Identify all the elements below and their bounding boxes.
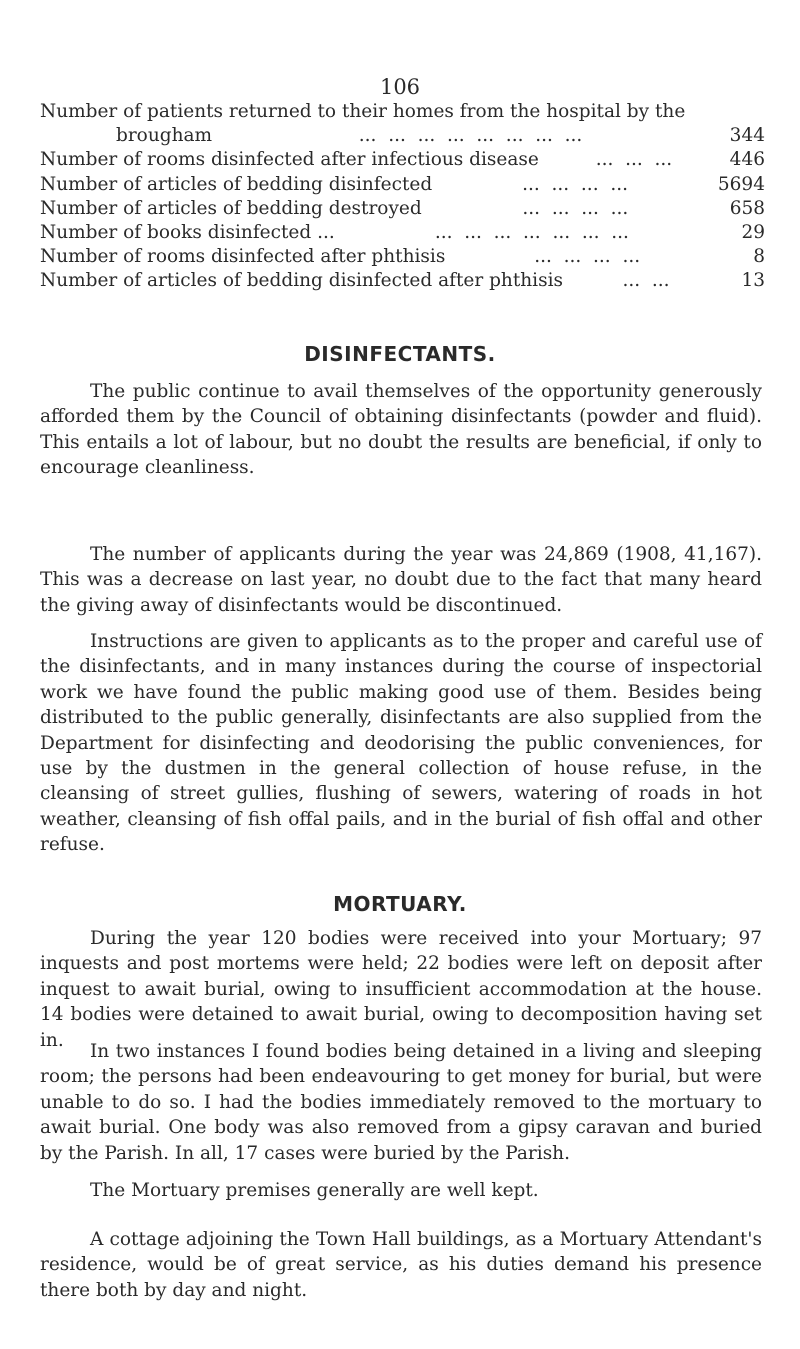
stat-label: Number of books disinfected ... (40, 222, 335, 244)
leader-dots: ... ... ... ... (522, 173, 628, 195)
paragraph: The Mortuary premises generally are well kept. (90, 1180, 539, 1201)
stat-label: Number of rooms disinfected after infectious disease (40, 149, 539, 171)
section-heading-mortuary: MORTUARY. (333, 892, 467, 916)
stat-row (40, 221, 765, 245)
stat-label: Number of patients returned to their homes from the hospital by the (40, 101, 686, 122)
paragraph: In two instances I found bodies being detained in a living and sleeping room; the persons had been endeavouring to get money for burial, but were unable to do so. I had the bodies immediately removed to the mortuary to await burial. One body was also removed from a gipsy caravan and buried by the Parish. In all, 17 cases were buried by the Parish. (40, 1041, 762, 1164)
stat-value: 8 (753, 246, 765, 268)
stat-row (40, 124, 765, 148)
leader-dots: ... ... ... (595, 149, 673, 171)
statistics-list (40, 100, 765, 294)
stat-value: 658 (729, 197, 765, 219)
stat-value: 446 (729, 149, 765, 171)
paragraph: Instructions are given to applicants as to the proper and careful use of the disinfectants, and in many instances during the course of inspectorial work we have found the public making good use of them. Besides being distributed to the public generally, disinfectants are also supplied from the Department for disinfecting and deodorising the public conveniences, for use by the dustmen in the general collection of house refuse, in the cleansing of street gullies, flushing of sewers, watering of roads in hot weather, cleansing of fish offal pails, and in the burial of fish offal and other refuse. (40, 631, 762, 856)
stat-row (40, 245, 765, 269)
stat-row (40, 269, 765, 293)
stat-value: 5694 (717, 173, 765, 195)
stat-label: Number of articles of bedding destroyed (40, 197, 422, 219)
page-number: 106 (379, 75, 421, 99)
stat-value: 13 (741, 270, 765, 292)
stat-value: 344 (729, 125, 765, 147)
leader-dots: ... ... ... ... ... ... ... (434, 222, 629, 244)
section-heading-disinfectants: DISINFECTANTS. (304, 342, 496, 366)
stat-label: Number of articles of bedding disinfected after phthisis (40, 270, 564, 292)
stat-row (40, 148, 765, 172)
leader-dots: ... ... ... ... (522, 197, 629, 219)
stat-label: Number of rooms disinfected after phthisis (40, 246, 446, 268)
leader-dots: ... ... ... ... (534, 246, 641, 268)
stat-label-continuation: brougham (116, 125, 213, 147)
paragraph: During the year 120 bodies were received into your Mortuary; 97 inquests and post mortems were held; 22 bodies were left on deposit after inquest to await burial, owing to insufficient accommodation at the house. 14 bodies were detained to await burial, owing to decomposition having set in. (40, 928, 762, 1051)
paragraph: The public continue to avail themselves of the opportunity generously afforded them by the Council of obtaining disinfectants (powder and fluid). This entails a lot of labour, but no doubt the results are beneficial, if only to encourage cleanliness. (40, 381, 762, 479)
stat-row (40, 173, 765, 197)
stat-value: 29 (741, 222, 765, 244)
stat-row (40, 197, 765, 221)
leader-dots: ... ... ... ... ... ... ... ... (358, 125, 583, 147)
paragraph: The number of applicants during the year was 24,869 (1908, 41,167). This was a decrease on last year, no doubt due to the fact that many heard the giving away of disinfectants would be discontinued. (40, 544, 762, 616)
leader-dots: ... ... (622, 270, 670, 292)
stat-label: Number of articles of bedding disinfected (40, 173, 433, 195)
paragraph: A cottage adjoining the Town Hall buildings, as a Mortuary Attendant's residence, would be of great service, as his duties demand his presence there both by day and night. (40, 1229, 762, 1301)
stat-row (40, 100, 765, 124)
